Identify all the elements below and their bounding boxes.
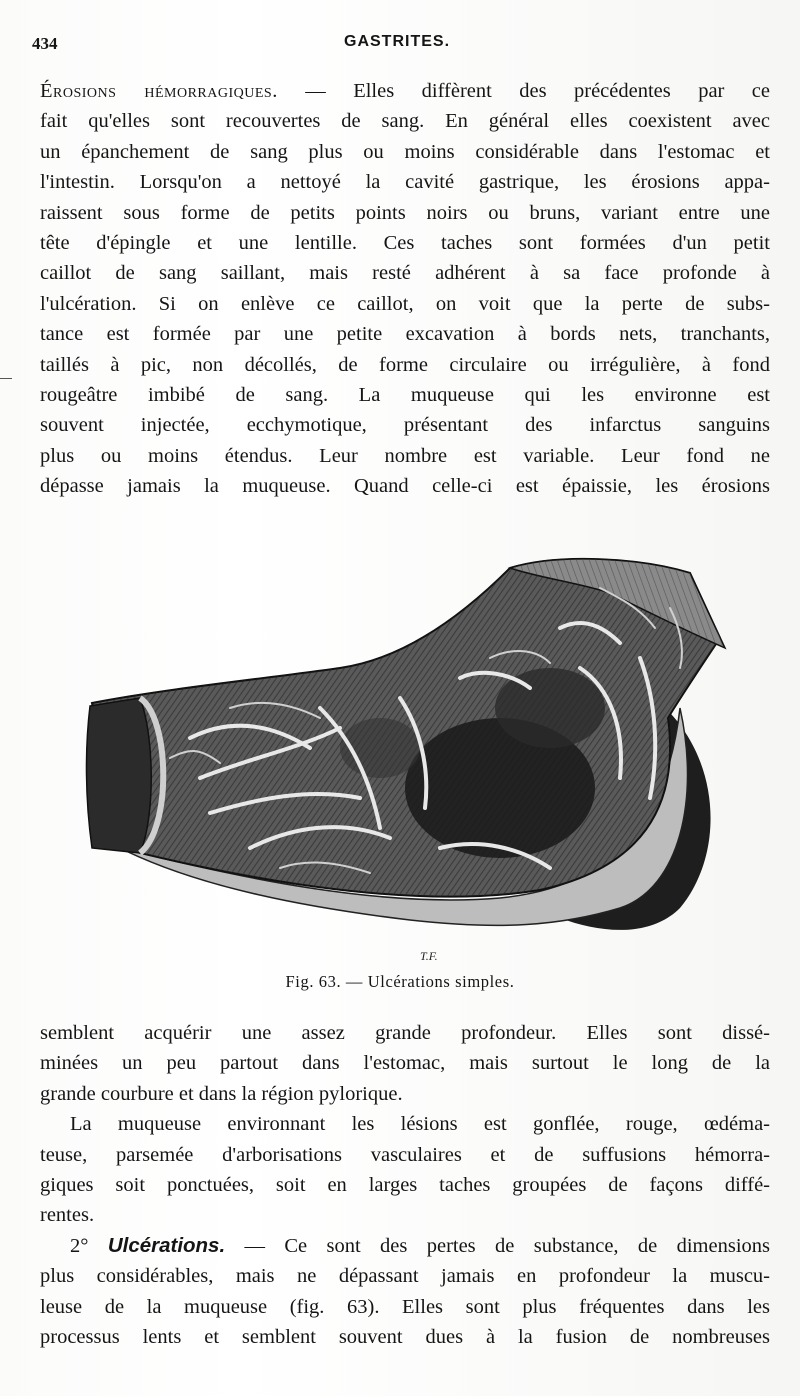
text-line: dépasse jamais la muqueuse. Quand celle-ci est épaissie, les érosions bbox=[40, 475, 770, 498]
text-line: souvent injectée, ecchymotique, présentant des infarctus sanguins bbox=[40, 414, 770, 437]
text-line: minées un peu partout dans l'estomac, mais surtout le long de la bbox=[40, 1052, 770, 1075]
text-line: leuse de la muqueuse (fig. 63). Elles sont plus fréquentes dans les bbox=[40, 1295, 770, 1318]
text-line: plus ou moins étendus. Leur nombre est variable. Leur fond ne bbox=[40, 444, 770, 467]
text-line: tête d'épingle et une lentille. Ces taches sont formées d'un petit bbox=[40, 232, 770, 255]
text-line: grande courbure et dans la région pylorique. bbox=[40, 1082, 403, 1105]
running-title: GASTRITES. bbox=[344, 33, 451, 50]
text-block-top bbox=[40, 76, 770, 502]
pylorus-opening bbox=[86, 698, 151, 853]
text-line: semblent acquérir une assez grande profondeur. Elles sont dissé- bbox=[40, 1022, 770, 1044]
section-number: 2° bbox=[70, 1234, 89, 1257]
text-line: Érosions hémorragiques. — Elles diffèrent des précédentes par ce bbox=[40, 80, 770, 102]
text-line: rougeâtre imbibé de sang. La muqueuse qui les environne est bbox=[40, 384, 770, 407]
text-line: tance est formée par une petite excavation à bords nets, tranchants, bbox=[40, 323, 770, 346]
stomach-engraving bbox=[80, 548, 740, 968]
margin-mark bbox=[0, 378, 12, 379]
page-number: 434 bbox=[32, 34, 58, 53]
text-line: rentes. bbox=[40, 1204, 95, 1227]
text-line: giques soit ponctuées, soit en larges taches groupées de façons diffé- bbox=[40, 1174, 770, 1197]
text-line: fait qu'elles sont recouvertes de sang. En général elles coexistent avec bbox=[40, 110, 770, 133]
text-block-bottom bbox=[40, 1018, 770, 1352]
text-line: un épanchement de sang plus ou moins considérable dans l'estomac et bbox=[40, 140, 770, 163]
text-line: raissent sous forme de petits points noirs ou bruns, variant entre une bbox=[40, 201, 770, 224]
text-line: l'intestin. Lorsqu'on a nettoyé la cavité gastrique, les érosions appa- bbox=[40, 171, 770, 194]
text-line: plus considérables, mais ne dépassant jamais en profondeur la muscu- bbox=[40, 1265, 770, 1288]
text-line: l'ulcération. Si on enlève ce caillot, on voit que la perte de subs- bbox=[40, 292, 770, 315]
text-line: 2° Ulcérations. — Ce sont des pertes de substance, de dimensions bbox=[70, 1233, 770, 1257]
text-line: teuse, parsemée d'arborisations vasculaires et de suffusions hémorra- bbox=[40, 1143, 770, 1166]
figure-caption: Fig. 63. — Ulcérations simples. bbox=[285, 972, 515, 991]
section-heading: Ulcérations. bbox=[107, 1233, 226, 1257]
figure-63-illustration bbox=[80, 548, 740, 968]
section-heading: Érosions hémorragiques. bbox=[40, 80, 278, 102]
artist-signature: T.F. bbox=[420, 949, 438, 963]
text-line: processus lents et semblent souvent dues à la fusion de nombreuses bbox=[40, 1326, 770, 1349]
text-line: taillés à pic, non décollés, de forme circulaire ou irrégulière, à fond bbox=[40, 353, 770, 376]
text-line: caillot de sang saillant, mais resté adhérent à sa face profonde à bbox=[40, 262, 770, 285]
page-header bbox=[32, 30, 760, 58]
text-line: La muqueuse environnant les lésions est gonflée, rouge, œdéma- bbox=[70, 1113, 770, 1136]
